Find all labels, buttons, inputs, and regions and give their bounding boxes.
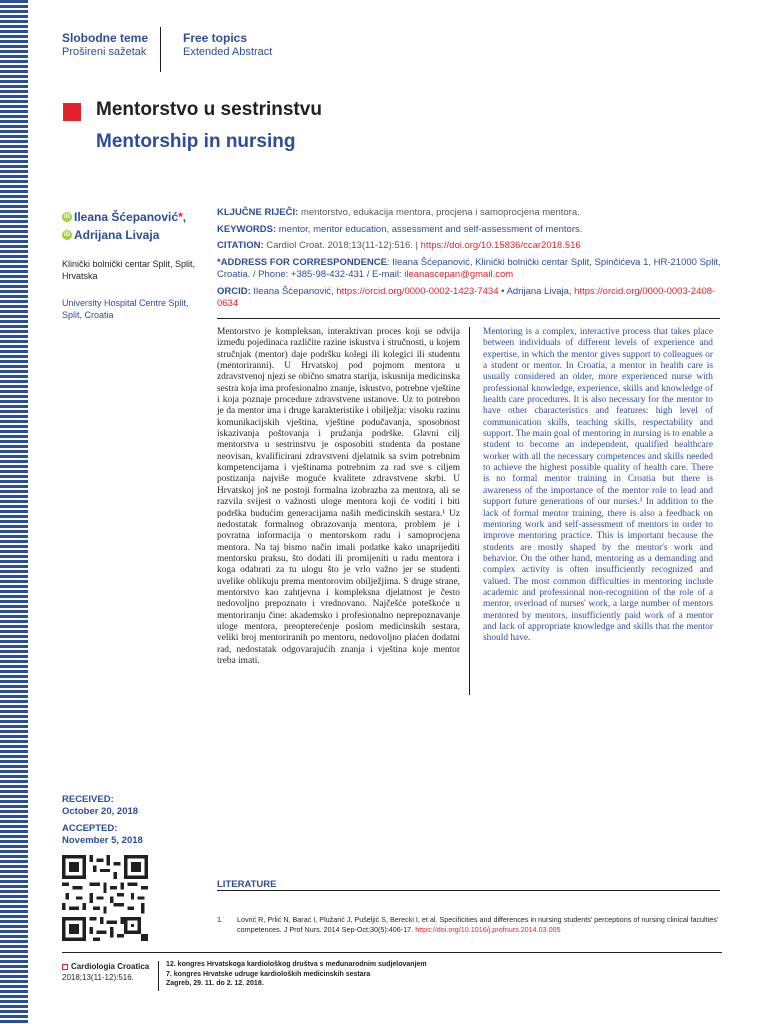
literature-divider (217, 890, 720, 891)
journal-issue: 2018;13(11-12):516. (62, 973, 134, 982)
metadata-divider (217, 318, 720, 319)
orcid-link-1[interactable]: https://orcid.org/0000-0002-1423-7434 (336, 285, 499, 297)
journal-logo-icon (62, 964, 68, 970)
article-dates (62, 794, 192, 852)
congress-line-1: 12. kongres Hrvatskoga kardiološkog društva s međunarodnim sudjelovanjem (166, 961, 427, 968)
congress-line-3: Zagreb, 29. 11. do 2. 12. 2018. (166, 980, 264, 987)
author-1[interactable] (62, 208, 202, 226)
reference-number: 1. (217, 915, 223, 924)
section-name-en: Free topics (183, 31, 248, 45)
keywords-en-label: KEYWORDS: (217, 223, 277, 235)
accepted-date (62, 823, 192, 847)
citation-doi-link[interactable]: https://doi.org/10.15836/ccar2018.516 (420, 240, 581, 251)
qr-code[interactable] (62, 855, 148, 941)
keywords-en (217, 224, 722, 237)
article-type-hr: Prošireni sažetak (62, 46, 147, 58)
orcid-line (217, 286, 722, 311)
author-name: Ileana Šćepanović (74, 210, 179, 224)
received-date (62, 794, 192, 818)
affiliation-hr: Klinički bolnički centar Split, Split, Hrvatska (62, 259, 196, 281)
affiliation-en: University Hospital Centre Split, Split, Croatia (62, 298, 189, 320)
correspondence-email-link[interactable]: ileanascepan@gmail.com (404, 269, 514, 280)
abstract-en: Mentoring is a complex, interactive process that takes place between individuals of different levels of experience and expertise, in which the mentor gives support to colleagues or a student or mentor. In Croatia, a mentor in health care is usually considered an older, more experienced nurse with professional knowledge, experience, skills and knowledge of health care procedures. It is also necessary for the mentor to have other characteristics and features: high level of communication skills, teaching skills, respectability and support. The main goal of mentoring in nursing is to enable a student to become an independent, qualified healthcare worker with all the necessary competences and skills needed to achieve the highest possible quality of health care. There is no formal mentor training in Croatia but there is awareness of the importance of the mentor role to lead and support future generations of our nurses.¹ In addition to the lack of formal mentor training, there is also a feedback on mentoring work and self-assessment of mentors in order to improve mentoring practice. This is important because the students are mostly shaped by the mentor's work and behavior. On the other hand, mentoring as a demanding and complex activity is often insufficiently recognized and valued. The most common difficulties in mentoring include academic and professional non-recognition of the role of a mentor, overload of nurses' work, a large number of mentors mentored by mentors, insufficiently paid work of a mentor and lack of appropriate knowledge and skills that the mentor should have. (483, 327, 713, 644)
author-list (62, 208, 202, 244)
abstract-hr: Mentorstvo je kompleksan, interaktivan proces koji se odvija između pojedinaca različite razine iskustva i stručnosti, u kojem stručnjak (mentor) daje podršku kolegi ili kolegici ili studentu (mentoriranni). U Hrvatskoj pod pojmom mentora u zdravstvenoj njezi se obično smatra starija, iskusnija medicinska sestra koja ima profesionalno znanje, iskustvo, potrebne vještine i koja poznaje procedure zdravstvene ustanove. Uz to potrebno je da mentor ima i druge karakteristike i obilježja: visoku razinu komunikacijskih vještina, vještine podučavanja, sposobnost iskazivanja poštovanja i pružanja podrške. Glavni cilj mentorstva u sestrinstvu je osposobiti studenta da postane neovisan, kvalificirani zdravstveni djelatnik sa svim potrebnim kompetencijama i vještinama potrebnim za rad sve s ciljem postizanja najviše moguće kvalitete zdravstvene skrbi. U Hrvatskoj još ne postoji formalna izobrazba za mentora, ali se razvila svijest o važnosti uloge mentora koji će voditi i biti podrška budućim generacijama naših medicinskih sestara.¹ Uz nedostatak formalnog obrazovanja mentora, problem je i povratna informacija o mentorskom radu i samoprocjena mentora. Na taj bismo način imali podatke kako unaprijediti mentorsku praksu, što dodati ili promijeniti u radu mentora i koga odabrati za tu ulogu što je vrlo važno jer se studenti uvelike oblikuju prema mentorovim obilježjima. S druge strane, mentorstvo kao zahtjevna i kompleksna djelatnost je često nedovoljno prepoznato i vrednovano. Najčešće poteškoće u mentoriranju čine: akademsko i profesionalno neprepoznavanje uloge mentora, preopterećenje poslom medicinskih sestara, veliki broj mentoriranih po mentoru, nedovoljno plaćen dodatni rad, nedostatak odgovarajućih znanja i vještina koje mentor treba imati. (217, 327, 460, 666)
section-label-en (183, 31, 272, 60)
journal-info (62, 961, 152, 983)
reference-body (237, 915, 722, 935)
reference-text: Lovrić R, Prlić N, Barać I, Plužarić J, Pušeljić S, Berecki I, et al. Specificities and differences in nursing students' perceptions of nursing clinical faculties' competences. J Prof Nurs. 2014 Sep-Oct;30(5):406-17. (237, 915, 719, 934)
author-separator: , (182, 210, 187, 224)
orcid-icon[interactable]: iD (64, 214, 70, 220)
congress-line-2: 7. kongres Hrvatske udruge kardioloških medicinskih sestara (166, 970, 371, 978)
journal-name (62, 961, 152, 972)
section-name-hr: Slobodne teme (62, 31, 149, 45)
citation-label: CITATION: (217, 240, 264, 251)
received-value: October 20, 2018 (62, 806, 139, 817)
column-divider (469, 327, 470, 695)
correspondence-label: *ADDRESS FOR CORRESPONDENCE (217, 256, 387, 268)
orcid-link-2[interactable]: https://orcid.org/0000-0003-2408-0634 (217, 285, 716, 309)
journal-name-text: Cardiologia Croatica (71, 962, 150, 971)
reference-doi-link[interactable]: https://doi.org/10.1016/j.profnurs.2014.03.005 (415, 925, 561, 934)
keywords-hr (217, 207, 722, 220)
citation (217, 240, 722, 253)
reference-item (217, 915, 722, 935)
keywords-en-text: mentor, mentor education, assessment and self-assessment of mentors. (278, 223, 583, 235)
footer-divider (62, 952, 722, 953)
footer-separator (158, 961, 159, 991)
orcid-label: ORCID: (217, 285, 251, 297)
author-name: Adrijana Livaja (74, 228, 160, 242)
article-title-en: Mentorship in nursing (96, 131, 296, 152)
title-marker (63, 103, 81, 121)
received-label: RECEIVED: (62, 794, 114, 805)
correspondence-text: : Ileana Šćepanović, Klinički bolnički centar Split, Spinčićeva 1, HR-21000 Split, Croatia. / Phone: +385-98-432-431 / E-mail: (217, 256, 721, 280)
orcid-author-2: • Adrijana Livaja, (501, 285, 572, 297)
orcid-author-1: Ileana Šćepanović, (253, 285, 334, 297)
article-type-en: Extended Abstract (183, 46, 273, 58)
accepted-value: November 5, 2018 (62, 835, 143, 846)
article-title-hr: Mentorstvo u sestrinstvu (96, 99, 322, 120)
orcid-icon[interactable]: iD (64, 232, 70, 238)
corresponding-author-mark: * (178, 210, 183, 224)
congress-info (166, 960, 566, 989)
citation-text: Cardiol Croat. 2018;13(11-12):516. | (266, 240, 418, 251)
section-label-hr (62, 31, 148, 60)
literature-heading: LITERATURE (217, 879, 277, 890)
keywords-hr-text: mentorstvo, edukacija mentora, procjena i samoprocjena mentora. (300, 207, 580, 218)
keywords-hr-label: KLJUČNE RIJEČI: (217, 207, 299, 218)
header-divider (160, 27, 161, 72)
author-2[interactable] (62, 226, 202, 244)
decorative-side-stripe (0, 0, 28, 1024)
accepted-label: ACCEPTED: (62, 823, 118, 834)
article-metadata (217, 207, 722, 315)
correspondence (217, 257, 722, 282)
